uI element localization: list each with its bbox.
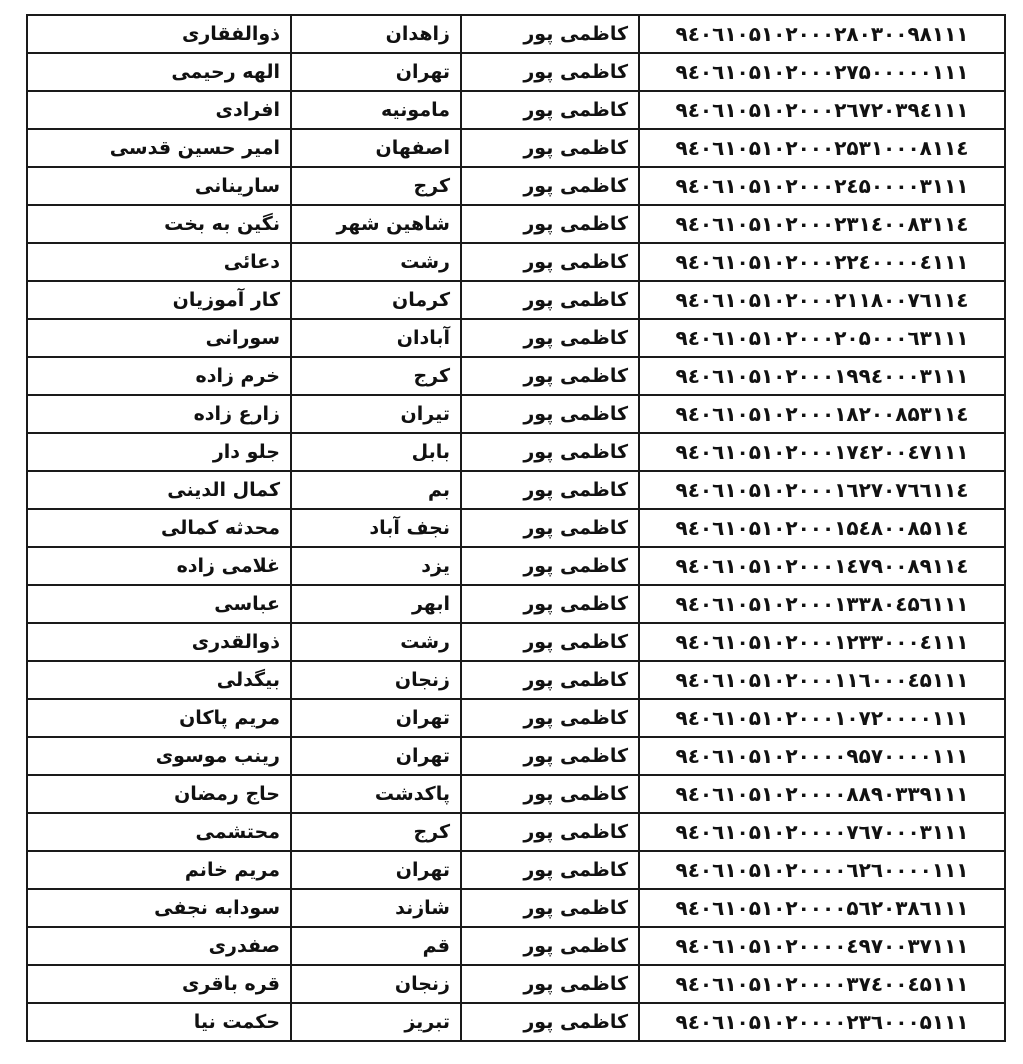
reference-number-cell: ۹٤۰٦۱۰۵۱۰۲۰۰۰۰۲۳٦۰۰۰۵۱۱۱ xyxy=(639,1003,1005,1041)
agent-cell: کاظمی پور xyxy=(461,319,639,357)
agent-cell: کاظمی پور xyxy=(461,889,639,927)
agent-cell: کاظمی پور xyxy=(461,813,639,851)
table-row xyxy=(27,205,1005,243)
person-name-cell: مریم پاکان xyxy=(27,699,291,737)
reference-number-cell: ۹٤۰٦۱۰۵۱۰۲۰۰۰۱۲۳۳۰۰۰٤۱۱۱ xyxy=(639,623,1005,661)
person-name-cell: ذوالفقاری xyxy=(27,15,291,53)
person-name-cell: سورانی xyxy=(27,319,291,357)
table-row xyxy=(27,1003,1005,1041)
agent-cell: کاظمی پور xyxy=(461,167,639,205)
city-cell: تهران xyxy=(291,699,461,737)
person-name-cell: زارع زاده xyxy=(27,395,291,433)
agent-cell: کاظمی پور xyxy=(461,91,639,129)
reference-number-cell: ۹٤۰٦۱۰۵۱۰۲۰۰۰۲٤۵۰۰۰۰۳۱۱۱ xyxy=(639,167,1005,205)
city-cell: کرمان xyxy=(291,281,461,319)
agent-cell: کاظمی پور xyxy=(461,395,639,433)
person-name-cell: حاج رمضان xyxy=(27,775,291,813)
reference-number-cell: ۹٤۰٦۱۰۵۱۰۲۰۰۰۱۵٤۸۰۰۸۵۱۱٤ xyxy=(639,509,1005,547)
reference-number-cell: ۹٤۰٦۱۰۵۱۰۲۰۰۰۱۷٤۲۰۰٤۷۱۱۱ xyxy=(639,433,1005,471)
person-name-cell: سودابه نجفی xyxy=(27,889,291,927)
person-name-cell: عباسی xyxy=(27,585,291,623)
person-name-cell: صفدری xyxy=(27,927,291,965)
table-row xyxy=(27,53,1005,91)
city-cell: شازند xyxy=(291,889,461,927)
reference-number-cell: ۹٤۰٦۱۰۵۱۰۲۰۰۰۱۸۲۰۰۸۵۳۱۱٤ xyxy=(639,395,1005,433)
reference-number-cell: ۹٤۰٦۱۰۵۱۰۲۰۰۰۲۸۰۳۰۰۹۸۱۱۱ xyxy=(639,15,1005,53)
document-page xyxy=(26,14,1004,1042)
person-name-cell: کمال الدینی xyxy=(27,471,291,509)
person-name-cell: نگین به بخت xyxy=(27,205,291,243)
city-cell: تهران xyxy=(291,851,461,889)
table-row xyxy=(27,509,1005,547)
city-cell: مامونیه xyxy=(291,91,461,129)
reference-number-cell: ۹٤۰٦۱۰۵۱۰۲۰۰۰۱۳۳۸۰٤۵٦۱۱۱ xyxy=(639,585,1005,623)
table-row xyxy=(27,965,1005,1003)
table-row xyxy=(27,281,1005,319)
agent-cell: کاظمی پور xyxy=(461,965,639,1003)
table-row xyxy=(27,243,1005,281)
person-name-cell: بیگدلی xyxy=(27,661,291,699)
table-row xyxy=(27,433,1005,471)
table-row xyxy=(27,129,1005,167)
person-name-cell: حکمت نیا xyxy=(27,1003,291,1041)
table-row xyxy=(27,889,1005,927)
table-row xyxy=(27,699,1005,737)
table-row xyxy=(27,851,1005,889)
city-cell: بابل xyxy=(291,433,461,471)
reference-number-cell: ۹٤۰٦۱۰۵۱۰۲۰۰۰۱٦۲۷۰۷٦٦۱۱٤ xyxy=(639,471,1005,509)
city-cell: زنجان xyxy=(291,661,461,699)
reference-number-cell: ۹٤۰٦۱۰۵۱۰۲۰۰۰۰۷٦۷۰۰۰۳۱۱۱ xyxy=(639,813,1005,851)
agent-cell: کاظمی پور xyxy=(461,547,639,585)
reference-number-cell: ۹٤۰٦۱۰۵۱۰۲۰۰۰۱٤۷۹۰۰۸۹۱۱٤ xyxy=(639,547,1005,585)
person-name-cell: محدثه کمالی xyxy=(27,509,291,547)
person-name-cell: مریم خانم xyxy=(27,851,291,889)
person-name-cell: افرادی xyxy=(27,91,291,129)
reference-number-cell: ۹٤۰٦۱۰۵۱۰۲۰۰۰۱۰۷۲۰۰۰۰۱۱۱ xyxy=(639,699,1005,737)
city-cell: تهران xyxy=(291,53,461,91)
person-name-cell: غلامی زاده xyxy=(27,547,291,585)
agent-cell: کاظمی پور xyxy=(461,281,639,319)
records-table-body xyxy=(27,15,1005,1041)
agent-cell: کاظمی پور xyxy=(461,737,639,775)
city-cell: رشت xyxy=(291,243,461,281)
person-name-cell: کار آموزیان xyxy=(27,281,291,319)
city-cell: یزد xyxy=(291,547,461,585)
city-cell: بم xyxy=(291,471,461,509)
city-cell: تبریز xyxy=(291,1003,461,1041)
table-row xyxy=(27,927,1005,965)
city-cell: ابهر xyxy=(291,585,461,623)
reference-number-cell: ۹٤۰٦۱۰۵۱۰۲۰۰۰۲۵۳۱۰۰۰۸۱۱٤ xyxy=(639,129,1005,167)
city-cell: زنجان xyxy=(291,965,461,1003)
table-row xyxy=(27,167,1005,205)
agent-cell: کاظمی پور xyxy=(461,1003,639,1041)
city-cell: کرج xyxy=(291,813,461,851)
city-cell: شاهین شهر xyxy=(291,205,461,243)
table-row xyxy=(27,737,1005,775)
table-row xyxy=(27,319,1005,357)
agent-cell: کاظمی پور xyxy=(461,471,639,509)
table-row xyxy=(27,91,1005,129)
reference-number-cell: ۹٤۰٦۱۰۵۱۰۲۰۰۰۲۷۵۰۰۰۰۰۱۱۱ xyxy=(639,53,1005,91)
reference-number-cell: ۹٤۰٦۱۰۵۱۰۲۰۰۰۰۹۵۷۰۰۰۰۱۱۱ xyxy=(639,737,1005,775)
agent-cell: کاظمی پور xyxy=(461,699,639,737)
reference-number-cell: ۹٤۰٦۱۰۵۱۰۲۰۰۰۲۲٤۰۰۰۰٤۱۱۱ xyxy=(639,243,1005,281)
agent-cell: کاظمی پور xyxy=(461,775,639,813)
person-name-cell: الهه رحیمی xyxy=(27,53,291,91)
city-cell: قم xyxy=(291,927,461,965)
person-name-cell: جلو دار xyxy=(27,433,291,471)
agent-cell: کاظمی پور xyxy=(461,851,639,889)
table-row xyxy=(27,775,1005,813)
person-name-cell: دعائی xyxy=(27,243,291,281)
city-cell: رشت xyxy=(291,623,461,661)
reference-number-cell: ۹٤۰٦۱۰۵۱۰۲۰۰۰۰۵٦۲۰۳۸٦۱۱۱ xyxy=(639,889,1005,927)
reference-number-cell: ۹٤۰٦۱۰۵۱۰۲۰۰۰۲٦۷۲۰۳۹٤۱۱۱ xyxy=(639,91,1005,129)
table-row xyxy=(27,15,1005,53)
agent-cell: کاظمی پور xyxy=(461,15,639,53)
agent-cell: کاظمی پور xyxy=(461,53,639,91)
city-cell: آبادان xyxy=(291,319,461,357)
reference-number-cell: ۹٤۰٦۱۰۵۱۰۲۰۰۰۱۱٦۰۰۰٤۵۱۱۱ xyxy=(639,661,1005,699)
table-row xyxy=(27,813,1005,851)
table-row xyxy=(27,623,1005,661)
city-cell: کرج xyxy=(291,357,461,395)
city-cell: پاکدشت xyxy=(291,775,461,813)
city-cell: نجف آباد xyxy=(291,509,461,547)
person-name-cell: قره باقری xyxy=(27,965,291,1003)
reference-number-cell: ۹٤۰٦۱۰۵۱۰۲۰۰۰۰٤۹۷۰۰۳۷۱۱۱ xyxy=(639,927,1005,965)
agent-cell: کاظمی پور xyxy=(461,433,639,471)
table-row xyxy=(27,585,1005,623)
person-name-cell: محتشمی xyxy=(27,813,291,851)
city-cell: زاهدان xyxy=(291,15,461,53)
city-cell: تهران xyxy=(291,737,461,775)
agent-cell: کاظمی پور xyxy=(461,927,639,965)
agent-cell: کاظمی پور xyxy=(461,509,639,547)
reference-number-cell: ۹٤۰٦۱۰۵۱۰۲۰۰۰۱۹۹٤۰۰۰۳۱۱۱ xyxy=(639,357,1005,395)
table-row xyxy=(27,357,1005,395)
city-cell: تیران xyxy=(291,395,461,433)
person-name-cell: امیر حسین قدسی xyxy=(27,129,291,167)
agent-cell: کاظمی پور xyxy=(461,585,639,623)
reference-number-cell: ۹٤۰٦۱۰۵۱۰۲۰۰۰۲۰۵۰۰۰٦۳۱۱۱ xyxy=(639,319,1005,357)
agent-cell: کاظمی پور xyxy=(461,661,639,699)
reference-number-cell: ۹٤۰٦۱۰۵۱۰۲۰۰۰۰۸۸۹۰۳۳۹۱۱۱ xyxy=(639,775,1005,813)
agent-cell: کاظمی پور xyxy=(461,357,639,395)
reference-number-cell: ۹٤۰٦۱۰۵۱۰۲۰۰۰۲۱۱۸۰۰۷٦۱۱٤ xyxy=(639,281,1005,319)
table-row xyxy=(27,395,1005,433)
agent-cell: کاظمی پور xyxy=(461,129,639,167)
person-name-cell: خرم زاده xyxy=(27,357,291,395)
person-name-cell: سارینانی xyxy=(27,167,291,205)
reference-number-cell: ۹٤۰٦۱۰۵۱۰۲۰۰۰۲۳۱٤۰۰۸۳۱۱٤ xyxy=(639,205,1005,243)
city-cell: کرج xyxy=(291,167,461,205)
city-cell: اصفهان xyxy=(291,129,461,167)
agent-cell: کاظمی پور xyxy=(461,623,639,661)
table-row xyxy=(27,547,1005,585)
table-row xyxy=(27,661,1005,699)
reference-number-cell: ۹٤۰٦۱۰۵۱۰۲۰۰۰۰۳۷٤۰۰٤۵۱۱۱ xyxy=(639,965,1005,1003)
records-table xyxy=(26,14,1006,1042)
agent-cell: کاظمی پور xyxy=(461,243,639,281)
reference-number-cell: ۹٤۰٦۱۰۵۱۰۲۰۰۰۰٦۲٦۰۰۰۰۱۱۱ xyxy=(639,851,1005,889)
person-name-cell: رینب موسوی xyxy=(27,737,291,775)
person-name-cell: ذوالقدری xyxy=(27,623,291,661)
agent-cell: کاظمی پور xyxy=(461,205,639,243)
table-row xyxy=(27,471,1005,509)
